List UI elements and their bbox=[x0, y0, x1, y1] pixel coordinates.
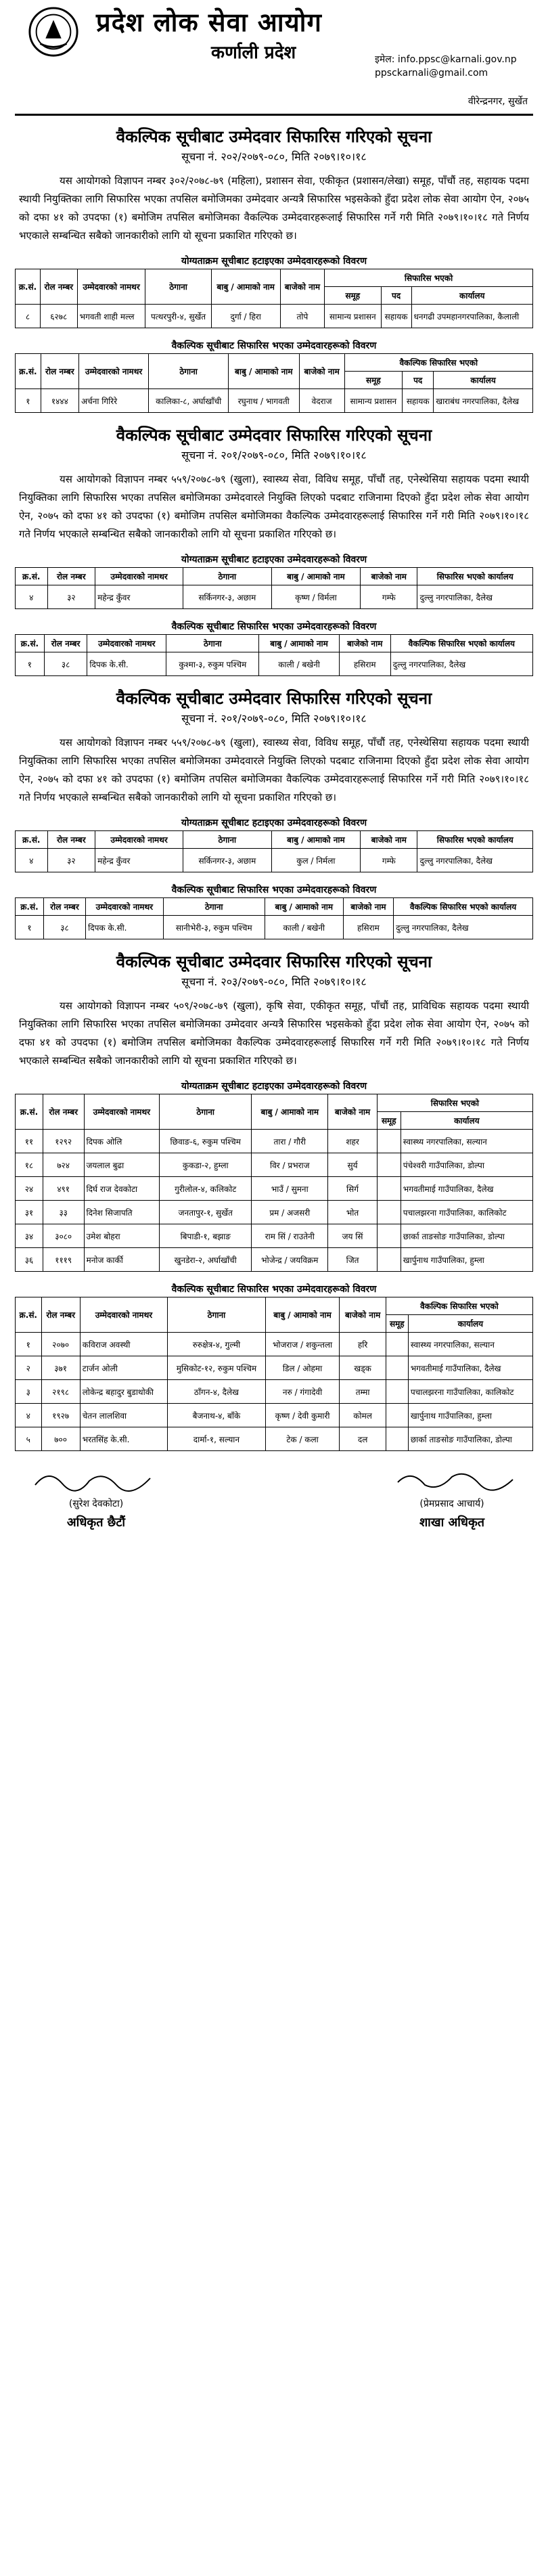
col-roll: रोल नम्बर bbox=[44, 635, 87, 652]
cell-sn: ४ bbox=[16, 585, 48, 609]
cell-name: दिपक के.सी. bbox=[86, 916, 164, 939]
cell-parents: कुल / निर्मला bbox=[271, 849, 361, 872]
col-address: ठेगाना bbox=[163, 898, 265, 916]
col-recommended: सिफारिस भएको bbox=[377, 1094, 532, 1112]
cell-sn: ४ bbox=[16, 849, 48, 872]
cell-office: दुल्लु नगरपालिका, दैलेख bbox=[417, 585, 533, 609]
col-sn: क्र.सं. bbox=[16, 635, 45, 652]
notice-number: सूचना नं. २०१/२०७९-०८०, मिति २०७९।१०।१८ bbox=[181, 712, 367, 725]
left-signatory-name: (सुरेश देवकोटा) bbox=[68, 1498, 124, 1509]
table-row bbox=[16, 305, 533, 328]
cell-post: सहायक bbox=[381, 305, 411, 328]
table-row: ४ १९२७ चेतन लालशिवा बैजनाथ-४, बाँके कृष्ण / देवी कुमारी कोमल खार्पुनाथ गाउँपालिका, हुम्ला bbox=[16, 1404, 533, 1427]
table-caption: योग्यताक्रम सूचीबाट हटाइएका उम्मेदवारहरूको विवरण bbox=[181, 1081, 367, 1092]
col-roll: रोल नम्बर bbox=[43, 898, 85, 916]
table-caption: योग्यताक्रम सूचीबाट हटाइएका उम्मेदवारहरूको विवरण bbox=[181, 818, 367, 828]
col-address: ठेगाना bbox=[160, 1094, 252, 1130]
col-name: उम्मेदवारको नामथर bbox=[77, 269, 145, 305]
cell-roll: ६२७८ bbox=[40, 305, 77, 328]
cell-grandfather: गम्फे bbox=[361, 849, 417, 872]
col-parents: बाबु / आमाको नाम bbox=[252, 1094, 328, 1130]
col-name: उम्मेदवारको नामथर bbox=[84, 1094, 160, 1130]
cell-name: महेन्द्र कुँवर bbox=[95, 849, 183, 872]
col-parents: बाबु / आमाको नाम bbox=[265, 898, 343, 916]
notice-heading: वैकल्पिक सूचीबाट उम्मेदवार सिफारिस गरिएको सूचना bbox=[116, 952, 432, 971]
col-grandfather: बाजेको नाम bbox=[343, 898, 393, 916]
table-row: २४ ४९१ दिर्घ राज देवकोटा गुरीलोल-४, कलिकोट भाउँ / सुमना सिर्ग भगवतीमाई गाउँपालिका, दैलेख bbox=[16, 1177, 533, 1201]
cell-parents: काली / बखेनी bbox=[259, 652, 339, 676]
cell-group: सामान्य प्रशासन bbox=[344, 389, 403, 413]
col-group: समूह bbox=[344, 372, 403, 389]
email-line-2: ppsckarnali@gmail.com bbox=[375, 68, 488, 79]
cell-roll: ३८ bbox=[43, 916, 85, 939]
col-grandfather: बाजेको नाम bbox=[328, 1094, 377, 1130]
cell-sn: १ bbox=[16, 916, 44, 939]
col-grandfather: बाजेको नाम bbox=[340, 1297, 386, 1333]
cell-address: सर्किनगर-३, अछाम bbox=[183, 849, 272, 872]
cell-name: दिपक के.सी. bbox=[87, 652, 166, 676]
table-row: ३६ १११९ मनोज कार्की खुनडेरा-२, अर्घाखाँची भोजेन्द्र / जयविक्रम जित खार्पुनाथ गाउँपालिका, हुम्ला bbox=[16, 1248, 533, 1272]
notice-number: सूचना नं. २०३/२०७९-०८०, मिति २०७९।१०।१८ bbox=[181, 975, 367, 988]
col-office: कार्यालय bbox=[434, 372, 533, 389]
col-office: कार्यालय bbox=[401, 1112, 532, 1130]
col-address: ठेगाना bbox=[166, 635, 259, 652]
col-sn: क्र.सं. bbox=[16, 831, 48, 849]
cell-office: दुल्लु नगरपालिका, दैलेख bbox=[390, 652, 532, 676]
cell-grandfather: वेदराज bbox=[299, 389, 344, 413]
table-row bbox=[16, 389, 533, 413]
notice-body: यस आयोगको विज्ञापन नम्बर ५५९/२०७८-७९ (खुला), स्वास्थ्य सेवा, विविध समूह, पाँचौं तह, एनेस्थेसिया सहायक पदमा स्थायी नियुक्तिका लागि सिफारिस भएका तपसिल बमोजिमका उम्मेदवारले नियुक्ति लिएको पदबाट राजिनामा दिएको हुँदा प्रदेश लोक सेवा आयोग ऐन, २०७५ को दफा ४१ को उपदफा (१) बमोजिम तपसिल बमोजिमका वैकल्पिक उम्मेदवारहरूलाई सिफारिस गर्ने गरी मिति २०७९।१०।१८ गते निर्णय भएकाले सम्बन्धित सबैको जानकारीको लागि यो सूचना प्रकाशित गरिएको छ। bbox=[19, 473, 529, 540]
cell-parents: रघुनाथ / भागवती bbox=[228, 389, 299, 413]
table-caption: वैकल्पिक सूचीबाट सिफारिस भएका उम्मेदवारहरूको विवरण bbox=[171, 340, 377, 351]
cell-roll: १४४४ bbox=[41, 389, 78, 413]
cell-post: सहायक bbox=[403, 389, 434, 413]
letterhead bbox=[15, 0, 533, 116]
col-address: ठेगाना bbox=[183, 568, 272, 585]
col-sn: क्र.सं. bbox=[16, 354, 41, 389]
notice-body: यस आयोगको विज्ञापन नम्बर ५५९/२०७८-७९ (खुला), स्वास्थ्य सेवा, विविध समूह, पाँचौं तह, एनेस्थेसिया सहायक पदमा स्थायी नियुक्तिका लागि सिफारिस भएका तपसिल बमोजिमका उम्मेदवारले नियुक्ति लिएको पदबाट राजिनामा दिएको हुँदा प्रदेश लोक सेवा आयोग ऐन, २०७५ को दफा ४१ को उपदफा (१) बमोजिम तपसिल बमोजिमका वैकल्पिक उम्मेदवारहरूलाई सिफारिस गर्ने गरी मिति २०७९।१०।१८ गते निर्णय भएकाले सम्बन्धित सबैको जानकारीको लागि यो सूचना प्रकाशित गरिएको छ। bbox=[19, 736, 529, 803]
notice-body: यस आयोगको विज्ञापन नम्बर ५०९/२०७८-७९ (खुला), कृषि सेवा, एकीकृत समूह, पाँचौं तह, प्राविधिक सहायक पदमा स्थायी नियुक्तिका लागि सिफारिस भएका तपसिल बमोजिमका उम्मेदवार अन्यत्रै सिफारिस भइसकेको हुँदा प्रदेश लोक सेवा आयोग ऐन, २०७५ को दफा ४१ को उपदफा (१) बमोजिम तपसिल बमोजिमका वैकल्पिक उम्मेदवारहरूलाई सिफारिस गर्ने गरी मिति २०७९।१०।१८ गते निर्णय भएकाले सम्बन्धित सबैको जानकारीको लागि यो सूचना प्रकाशित गरिएको छ। bbox=[19, 1000, 529, 1067]
removed-candidates-table bbox=[15, 567, 533, 609]
table-row bbox=[16, 849, 533, 872]
cell-address: सानीभेरी-३, रुकुम पश्चिम bbox=[163, 916, 265, 939]
cell-name: महेन्द्र कुँवर bbox=[95, 585, 183, 609]
col-roll: रोल नम्बर bbox=[41, 354, 78, 389]
col-parents: बाबु / आमाको नाम bbox=[211, 269, 280, 305]
cell-office: धनगढी उपमहानगरपालिका, कैलाली bbox=[411, 305, 532, 328]
email-line: इमेल: info.ppsc@karnali.gov.np bbox=[375, 54, 517, 65]
cell-name: अर्चना गिरिरे bbox=[78, 389, 148, 413]
col-name: उम्मेदवारको नामथर bbox=[78, 354, 148, 389]
col-name: उम्मेदवारको नामथर bbox=[95, 568, 183, 585]
col-post: पद bbox=[403, 372, 434, 389]
col-office: कार्यालय bbox=[411, 287, 532, 305]
alternate-candidates-table bbox=[15, 634, 533, 676]
cell-grandfather: हसिराम bbox=[343, 916, 393, 939]
cell-office: दुल्लु नगरपालिका, दैलेख bbox=[394, 916, 533, 939]
table-row: २ ३७१ टार्जन ओली मुसिकोट-१२, रुकुम पश्चिम डिल / ओहमा खड्क भगवतीमाई गाउँपालिका, दैलेख bbox=[16, 1356, 533, 1380]
cell-address: सर्किनगर-३, अछाम bbox=[183, 585, 272, 609]
col-grandfather: बाजेको नाम bbox=[361, 831, 417, 849]
col-group: समूह bbox=[386, 1315, 408, 1333]
col-recommended: सिफारिस भएको bbox=[325, 269, 533, 287]
col-sn: क्र.सं. bbox=[16, 568, 48, 585]
cell-grandfather: गम्फे bbox=[361, 585, 417, 609]
cell-address: पत्थरपुरी-४, सुर्खेत bbox=[145, 305, 211, 328]
col-parents: बाबु / आमाको नाम bbox=[228, 354, 299, 389]
col-parents: बाबु / आमाको नाम bbox=[265, 1297, 340, 1333]
table-caption: वैकल्पिक सूचीबाट सिफारिस भएका उम्मेदवारहरूको विवरण bbox=[171, 885, 377, 895]
cell-name: भगवती शाही मल्ल bbox=[77, 305, 145, 328]
col-alt-recommended: वैकल्पिक सिफारिस भएको bbox=[344, 354, 532, 372]
cell-parents: दुर्गा / हिरा bbox=[211, 305, 280, 328]
col-grandfather: बाजेको नाम bbox=[361, 568, 417, 585]
removed-candidates-table bbox=[15, 269, 533, 328]
signature-footer bbox=[15, 1465, 533, 1580]
col-sn: क्र.सं. bbox=[16, 898, 44, 916]
right-signatory-name: (प्रेमप्रसाद आचार्य) bbox=[419, 1498, 484, 1509]
col-sn: क्र.सं. bbox=[16, 269, 41, 305]
cell-parents: कृष्ण / विर्मला bbox=[271, 585, 361, 609]
table-row: ५ ७०० भरतसिंह के.सी. दार्मा-१, सल्यान टेक / कला दल छार्का ताङसोङ गाउँपालिका, डोल्पा bbox=[16, 1427, 533, 1451]
col-office-recommended: सिफारिस भएको कार्यालय bbox=[417, 568, 533, 585]
col-sn: क्र.सं. bbox=[16, 1094, 43, 1130]
table-row bbox=[16, 652, 533, 676]
col-roll: रोल नम्बर bbox=[47, 831, 95, 849]
table-row: १८ ७२४ जयलाल बुढा कुकडा-२, हुम्ला विर / प्रभराज सुर्य पंचेश्वरी गाउँपालिका, डोल्पा bbox=[16, 1153, 533, 1177]
alternate-candidates-table bbox=[15, 1297, 533, 1451]
cell-group: सामान्य प्रशासन bbox=[325, 305, 381, 328]
cell-address: कुश्मा-३, रुकुम पश्चिम bbox=[166, 652, 259, 676]
table-caption: योग्यताक्रम सूचीबाट हटाइएका उम्मेदवारहरूको विवरण bbox=[181, 554, 367, 565]
table-row: ३ २१९८ लोकेन्द्र बहादुर बुडाथोकी ठाँगन-४, दैलेख नरु / गंगादेवी तम्मा पचालझरना गाउँपालिका, कालिकोट bbox=[16, 1380, 533, 1404]
col-alt-recommended: वैकल्पिक सिफारिस भएको bbox=[386, 1297, 532, 1315]
cell-sn: १ bbox=[16, 652, 45, 676]
cell-office: दुल्लु नगरपालिका, दैलेख bbox=[417, 849, 533, 872]
province-name: कर्णाली प्रदेश bbox=[211, 43, 296, 63]
col-roll: रोल नम्बर bbox=[47, 568, 95, 585]
table-row: ३४ ३०८० उमेश बोहरा बिपाडी-१, बझाङ राम सिं / राउतेनी जय सिं छार्का ताङसोङ गाउँपालिका, डोल्पा bbox=[16, 1224, 533, 1248]
nepal-emblem-icon bbox=[27, 5, 80, 58]
col-address: ठेगाना bbox=[145, 269, 211, 305]
col-office: कार्यालय bbox=[408, 1315, 532, 1333]
removed-candidates-table bbox=[15, 830, 533, 872]
col-name: उम्मेदवारको नामथर bbox=[80, 1297, 167, 1333]
col-parents: बाबु / आमाको नाम bbox=[259, 635, 339, 652]
table-caption: योग्यताक्रम सूचीबाट हटाइएका उम्मेदवारहरूको विवरण bbox=[181, 256, 367, 267]
notice-section bbox=[15, 687, 533, 939]
table-caption: वैकल्पिक सूचीबाट सिफारिस भएका उम्मेदवारहरूको विवरण bbox=[171, 1284, 377, 1295]
notice-heading: वैकल्पिक सूचीबाट उम्मेदवार सिफारिस गरिएको सूचना bbox=[116, 689, 432, 708]
notice-number: सूचना नं. २०१/२०७९-०८०, मिति २०७९।१०।१८ bbox=[181, 449, 367, 462]
cell-office: खाराबंध नगरपालिका, दैलेख bbox=[434, 389, 533, 413]
cell-sn: ८ bbox=[16, 305, 41, 328]
signature-icon bbox=[384, 1465, 520, 1494]
notice-heading: वैकल्पिक सूचीबाट उम्मेदवार सिफारिस गरिएको सूचना bbox=[116, 127, 432, 146]
col-name: उम्मेदवारको नामथर bbox=[86, 898, 164, 916]
cell-parents: काली / बखेनी bbox=[265, 916, 343, 939]
col-address: ठेगाना bbox=[183, 831, 272, 849]
removed-candidates-table bbox=[15, 1094, 533, 1272]
cell-sn: १ bbox=[16, 389, 41, 413]
col-post: पद bbox=[381, 287, 411, 305]
col-name: उम्मेदवारको नामथर bbox=[95, 831, 183, 849]
right-signature-block bbox=[378, 1465, 526, 1530]
col-roll: रोल नम्बर bbox=[40, 269, 77, 305]
col-roll: रोल नम्बर bbox=[43, 1094, 84, 1130]
col-group: समूह bbox=[377, 1112, 401, 1130]
notice-heading: वैकल्पिक सूचीबाट उम्मेदवार सिफारिस गरिएको सूचना bbox=[116, 426, 432, 445]
col-sn: क्र.सं. bbox=[16, 1297, 42, 1333]
col-alt-office: वैकल्पिक सिफारिस भएको कार्यालय bbox=[390, 635, 532, 652]
col-parents: बाबु / आमाको नाम bbox=[271, 568, 361, 585]
cell-grandfather: तोपे bbox=[280, 305, 324, 328]
right-signatory-title: शाखा अधिकृत bbox=[419, 1515, 485, 1530]
cell-grandfather: हसिराम bbox=[339, 652, 390, 676]
table-row: ११ १२९२ दिपक ओलि छिवाङ-६, रुकुम पश्चिम तारा / गौरी शहर स्वास्थ्य नगरपालिका, सल्यान bbox=[16, 1130, 533, 1153]
contact-block bbox=[375, 53, 530, 80]
left-signature-block bbox=[22, 1465, 170, 1530]
col-group: समूह bbox=[325, 287, 381, 305]
col-alt-office: वैकल्पिक सिफारिस भएको कार्यालय bbox=[394, 898, 533, 916]
cell-address: कालिका-८, अर्घाखाँची bbox=[149, 389, 229, 413]
left-signatory-title: अधिकृत छैटौं bbox=[66, 1515, 126, 1530]
table-row: १ २०७० कविराज अवस्थी रुरुक्षेत्र-४, गुल्मी भोजराज / शकुन्तला हरि स्वास्थ्य नगरपालिका, सल्यान bbox=[16, 1333, 533, 1356]
col-grandfather: बाजेको नाम bbox=[339, 635, 390, 652]
col-name: उम्मेदवारको नामथर bbox=[87, 635, 166, 652]
cell-roll: ३२ bbox=[47, 849, 95, 872]
office-place: वीरेन्द्रनगर, सुर्खेत bbox=[467, 96, 528, 107]
table-row bbox=[16, 916, 533, 939]
col-roll: रोल नम्बर bbox=[41, 1297, 80, 1333]
table-row bbox=[16, 585, 533, 609]
notice-section bbox=[15, 424, 533, 676]
cell-roll: ३२ bbox=[47, 585, 95, 609]
col-parents: बाबु / आमाको नाम bbox=[271, 831, 361, 849]
table-caption: वैकल्पिक सूचीबाट सिफारिस भएका उम्मेदवारहरूको विवरण bbox=[171, 621, 377, 632]
col-grandfather: बाजेको नाम bbox=[280, 269, 324, 305]
org-name: प्रदेश लोक सेवा आयोग bbox=[96, 7, 322, 37]
col-address: ठेगाना bbox=[168, 1297, 266, 1333]
alternate-candidates-table bbox=[15, 897, 533, 939]
cell-roll: ३८ bbox=[44, 652, 87, 676]
col-grandfather: बाजेको नाम bbox=[299, 354, 344, 389]
table-row: ३१ ३३ दिनेश सिजापति जनतापुर-१, सुर्खेत प्रम / अजसरी भोत पचालझरना गाउँपालिका, कालिकोट bbox=[16, 1201, 533, 1224]
signature-icon bbox=[28, 1465, 164, 1494]
col-address: ठेगाना bbox=[149, 354, 229, 389]
notice-body: यस आयोगको विज्ञापन नम्बर ३०२/२०७८-७९ (महिला), प्रशासन सेवा, एकीकृत (प्रशासन/लेखा) समूह, पाँचौं तह, सहायक पदमा स्थायी नियुक्तिका लागि सिफारिस भएका तपसिल बमोजिमका उम्मेदवार अन्यत्रै सिफारिस भइसकेको हुँदा प्रदेश लोक सेवा आयोग ऐन, २०७५ को दफा ४१ को उपदफा (१) बमोजिम तपसिल बमोजिमका वैकल्पिक उम्मेदवारहरूलाई सिफारिस गर्ने गरी मिति २०७९।१०।१८ गते निर्णय भएकाले सम्बन्धित सबैको जानकारीको लागि यो सूचना प्रकाशित गरिएको छ। bbox=[19, 175, 529, 242]
notice-section bbox=[15, 950, 533, 1451]
col-office-recommended: सिफारिस भएको कार्यालय bbox=[417, 831, 533, 849]
notice-section bbox=[15, 125, 533, 413]
notice-number: सूचना नं. २०२/२०७९-०८०, मिति २०७९।१०।१८ bbox=[181, 150, 367, 163]
alternate-candidates-table bbox=[15, 353, 533, 413]
